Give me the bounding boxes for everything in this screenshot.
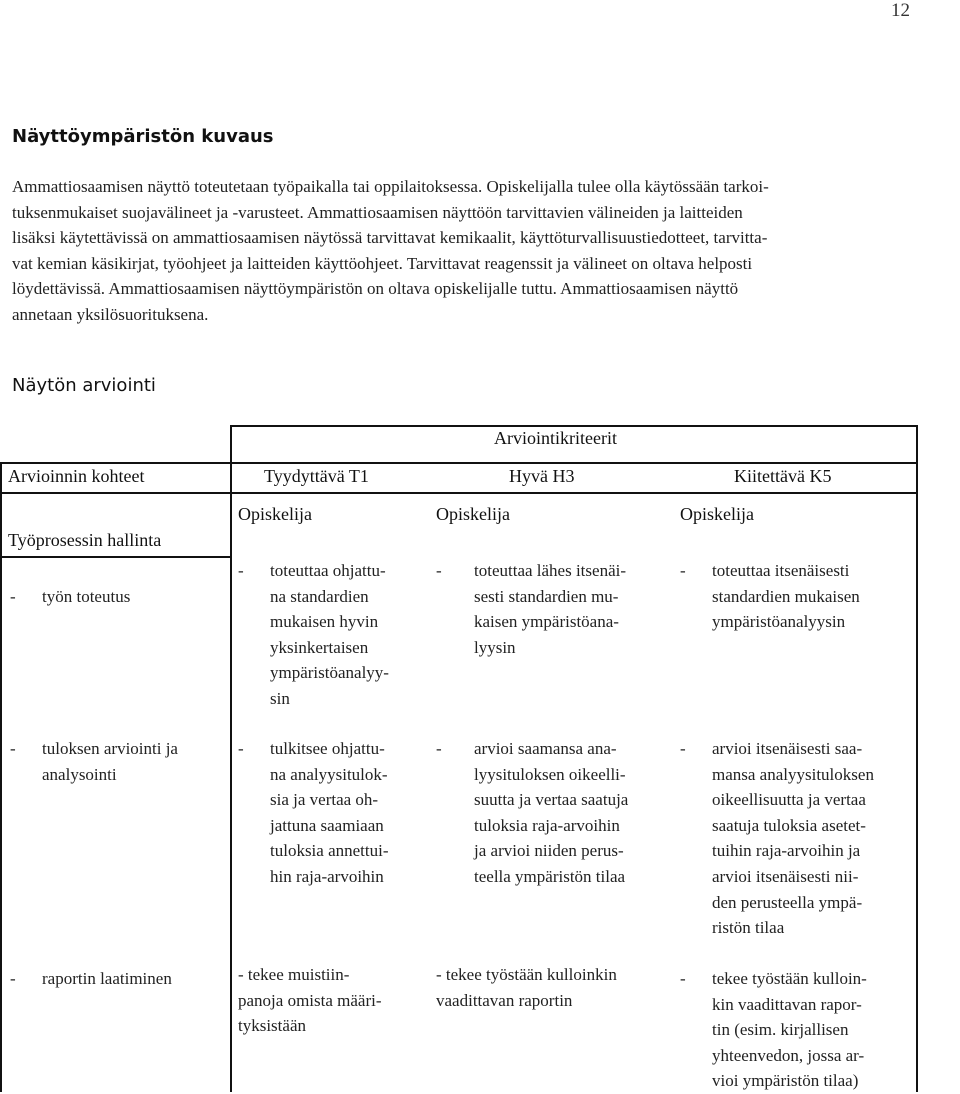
row2-t1-text bbox=[270, 736, 420, 890]
cell-line: yhteenvedon, jossa ar- bbox=[712, 1045, 865, 1065]
row2-k5-dash: - bbox=[680, 739, 686, 758]
cell-line: tuloksia raja-arvoihin bbox=[474, 815, 620, 835]
paragraph-line: annetaan yksilösuorituksena. bbox=[12, 304, 209, 324]
group-title-rule bbox=[0, 556, 232, 558]
subject-label-t1: Opiskelija bbox=[238, 504, 312, 524]
cell-line: ristön tilaa bbox=[712, 918, 785, 938]
cell-line: kin vaadittavan rapor- bbox=[712, 994, 862, 1014]
cell-line: tulkitsee ohjattu- bbox=[270, 739, 385, 758]
cell-line: sia ja vertaa oh- bbox=[270, 790, 379, 810]
section-heading-assessment: Näytön arviointi bbox=[12, 375, 156, 396]
row1-target-dash: - bbox=[10, 587, 16, 606]
row1-k5-text bbox=[712, 558, 912, 635]
cell-line: sesti standardien mu- bbox=[474, 586, 619, 606]
row3-target: raportin laatiminen bbox=[42, 969, 172, 988]
cell-line: arvioi itsenäisesti nii- bbox=[712, 866, 859, 886]
cell-line: oikeellisuutta ja vertaa bbox=[712, 790, 866, 810]
row3-h3-text bbox=[436, 962, 676, 1013]
cell-line: tin (esim. kirjallisen bbox=[712, 1020, 849, 1040]
cell-line: tuloksia annettui- bbox=[270, 841, 389, 861]
row1-target: työn toteutus bbox=[42, 587, 131, 606]
cell-line: tuihin raja-arvoihin ja bbox=[712, 841, 861, 861]
cell-line: tuloksen arviointi ja bbox=[42, 739, 178, 758]
row2-t1-dash: - bbox=[238, 739, 244, 758]
cell-line: standardien mukaisen bbox=[712, 586, 860, 606]
cell-line: vaadittavan raportin bbox=[436, 990, 573, 1010]
table-outer-right-rule bbox=[916, 462, 918, 1092]
section-heading-environment: Näyttöympäristön kuvaus bbox=[12, 126, 274, 147]
cell-line: vioi ympäristön tilaa) bbox=[712, 1071, 859, 1091]
cell-line: na standardien bbox=[270, 586, 369, 606]
row1-h3-text bbox=[474, 558, 674, 660]
cell-line: mansa analyysituloksen bbox=[712, 764, 874, 784]
cell-line: tekee työstään kulloin- bbox=[712, 969, 867, 988]
cell-line: toteuttaa itsenäisesti bbox=[712, 561, 850, 580]
group-title: Työprosessin hallinta bbox=[8, 530, 162, 550]
row1-t1-dash: - bbox=[238, 561, 244, 580]
cell-line: sin bbox=[270, 688, 290, 708]
paragraph-line: vat kemian käsikirjat, työohjeet ja laitteiden käyttöohjeet. Tarvittavat reagenssit ja välineet on oltava helposti bbox=[12, 253, 753, 273]
cell-line: saatuja tuloksia asetet- bbox=[712, 815, 866, 835]
cell-line: arvioi saamansa ana- bbox=[474, 739, 617, 758]
paragraph-line: lisäksi käytettävissä on ammattiosaamisen näytössä tarvittavat kemikaalit, käyttöturvallisuustiedotteet, tarvitta- bbox=[12, 228, 768, 247]
table-top-rule bbox=[230, 425, 918, 427]
cell-line: teella ympäristön tilaa bbox=[474, 866, 626, 886]
cell-line: yksinkertaisen bbox=[270, 637, 369, 657]
cell-line: mukaisen hyvin bbox=[270, 612, 379, 632]
row3-target-dash: - bbox=[10, 969, 16, 988]
cell-line: - tekee muistiin- bbox=[238, 965, 350, 984]
cell-line: kaisen ympäristöana- bbox=[474, 612, 619, 632]
cell-line: na analyysitulok- bbox=[270, 764, 388, 784]
subject-label-h3: Opiskelija bbox=[436, 504, 510, 524]
row2-target bbox=[42, 736, 227, 787]
cell-line: panoja omista määri- bbox=[238, 990, 382, 1010]
cell-line: analysointi bbox=[42, 764, 117, 784]
row3-k5-dash: - bbox=[680, 969, 686, 988]
cell-line: ympäristöanalyysin bbox=[712, 612, 846, 632]
row2-h3-dash: - bbox=[436, 739, 442, 758]
cell-line: jattuna saamiaan bbox=[270, 815, 384, 835]
row1-h3-dash: - bbox=[436, 561, 442, 580]
row2-k5-text bbox=[712, 736, 912, 941]
table-right-rule bbox=[916, 425, 918, 464]
subject-label-k5: Opiskelija bbox=[680, 504, 754, 524]
paragraph-line: löydettävissä. Ammattiosaamisen näyttöympäristön on oltava opiskelijalle tuttu. Ammattiosaamisen näyttö bbox=[12, 279, 739, 298]
cell-line: toteuttaa ohjattu- bbox=[270, 561, 386, 580]
cell-line: - tekee työstään kulloinkin bbox=[436, 965, 617, 984]
cell-line: toteuttaa lähes itsenäi- bbox=[474, 561, 626, 580]
row2-h3-text bbox=[474, 736, 674, 890]
level-k5-header: Kiitettävä K5 bbox=[734, 466, 832, 486]
row1-t1-text bbox=[270, 558, 420, 712]
target-header: Arvioinnin kohteet bbox=[8, 466, 145, 486]
environment-paragraph bbox=[12, 174, 948, 327]
cell-line: ja arvioi niiden perus- bbox=[474, 841, 624, 861]
table-mid-rule bbox=[0, 462, 918, 464]
cell-line: den perusteella ympä- bbox=[712, 892, 863, 912]
cell-line: lyysin bbox=[474, 637, 516, 657]
row3-k5-text bbox=[712, 966, 912, 1094]
row2-target-dash: - bbox=[10, 739, 16, 758]
cell-line: hin raja-arvoihin bbox=[270, 866, 384, 886]
cell-line: ympäristöanalyy- bbox=[270, 663, 389, 683]
row3-t1-text bbox=[238, 962, 418, 1039]
cell-line: suutta ja vertaa saatuja bbox=[474, 790, 629, 810]
table-left-rule bbox=[230, 425, 232, 464]
level-h3-header: Hyvä H3 bbox=[509, 466, 575, 486]
cell-line: lyysituloksen oikeelli- bbox=[474, 764, 626, 784]
paragraph-line: Ammattiosaamisen näyttö toteutetaan työpaikalla tai oppilaitoksessa. Opiskelijalla tulee olla käytössään tarkoi- bbox=[12, 177, 769, 196]
row1-k5-dash: - bbox=[680, 561, 686, 580]
cell-line: arvioi itsenäisesti saa- bbox=[712, 739, 863, 758]
page-number: 12 bbox=[891, 0, 910, 21]
cell-line: tyksistään bbox=[238, 1016, 306, 1036]
criteria-header: Arviointikriteerit bbox=[494, 428, 617, 448]
table-header-rule bbox=[0, 492, 918, 494]
paragraph-line: tuksenmukaiset suojavälineet ja -varusteet. Ammattiosaamisen näyttöön tarvittavien välineiden ja laitteiden bbox=[12, 202, 743, 222]
level-t1-header: Tyydyttävä T1 bbox=[264, 466, 369, 486]
